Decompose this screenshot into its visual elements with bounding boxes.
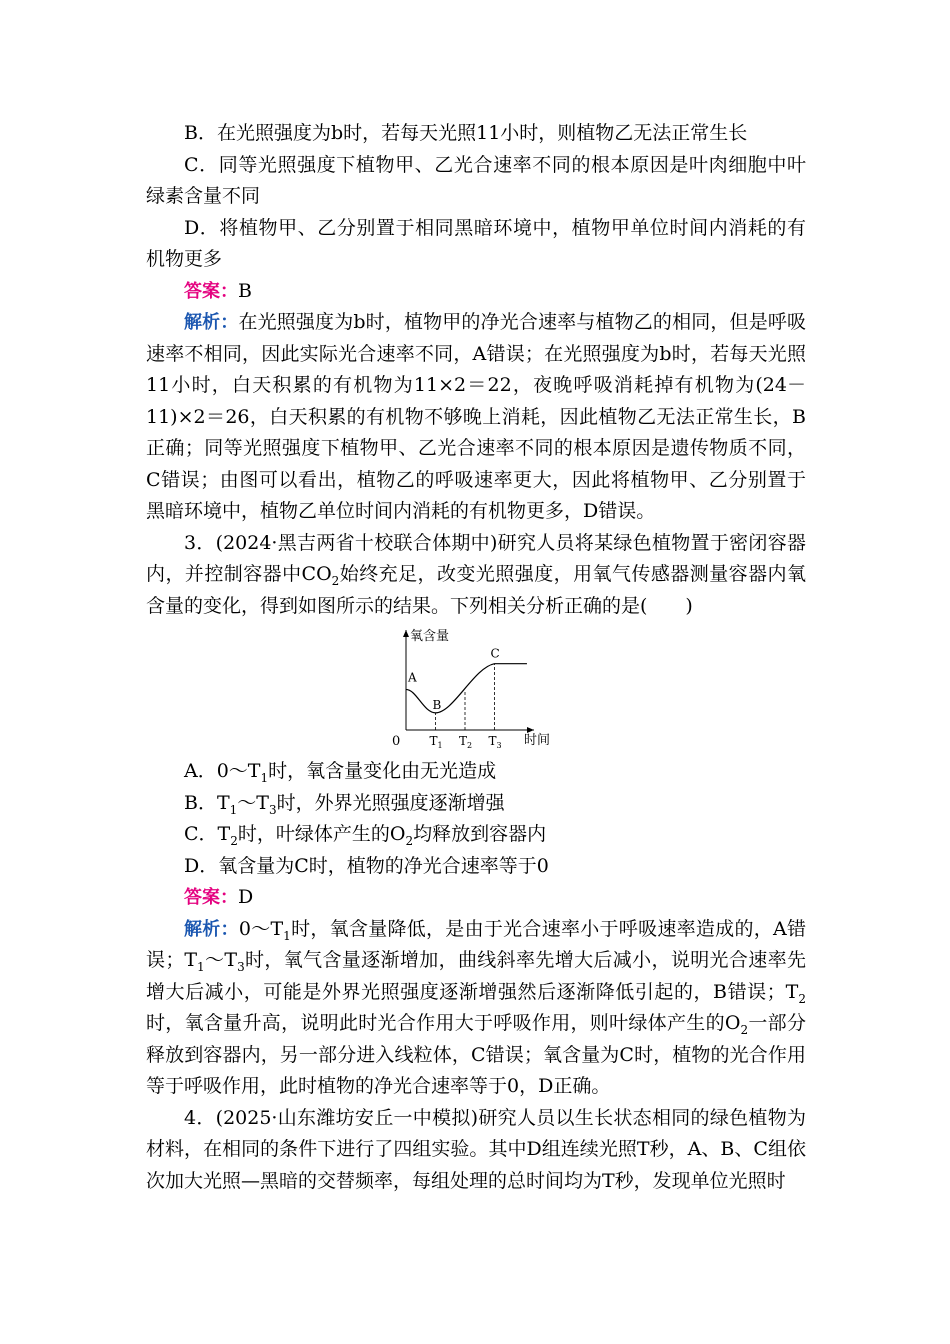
subscript: 2 (405, 833, 414, 848)
x-tick-subscript-2: 2 (467, 741, 473, 750)
x-tick-label-1: T (429, 734, 438, 748)
answer-value: D (238, 886, 254, 908)
text: 均释放到容器内 (413, 823, 547, 845)
text: 时，氧含量变化由无光造成 (268, 760, 497, 782)
subscript: 2 (740, 1022, 749, 1037)
document-body (146, 118, 806, 1197)
text: 时，外界光照强度逐渐增强 (276, 791, 505, 814)
x-axis-label: 时间 (524, 733, 551, 748)
q3-option-a (146, 756, 806, 788)
answer-label: 答案： (184, 280, 238, 302)
text: 时，氧含量降低，是由于光合速率小于呼吸速率造成的，A错误；T (146, 917, 807, 971)
text: ～T (237, 791, 269, 814)
q2-analysis (146, 307, 806, 528)
q3-analysis (146, 914, 806, 1103)
subscript: 3 (237, 959, 245, 974)
answer-value: B (238, 279, 252, 302)
q3-stem-part: 始终充足，改变光照强度，用氧气传感器测量容器内氧含量的变化，得到如图所示的结果。下列相关分析正确的是( ) (146, 563, 806, 617)
text: 时，叶绿体产生的O (237, 823, 406, 845)
subscript: 2 (798, 991, 806, 1006)
point-label-a: A (408, 670, 417, 685)
text: 0～T (238, 917, 284, 940)
q3-stem (146, 528, 806, 623)
analysis-label: 解析： (184, 312, 239, 333)
q2-option-b: B．在光照强度为b时，若每天光照11小时，则植物乙无法正常生长 (184, 122, 748, 144)
q3-answer (146, 882, 806, 914)
origin-label: 0 (392, 734, 401, 749)
q3-option-b (146, 788, 806, 820)
q4-stem: 4．(2025·山东潍坊安丘一中模拟)研究人员以生长状态相同的绿色植物为材料，在相同的条件下进行了四组实验。其中D组连续光照T秒，A、B、C组依次加大光照—黑暗的交替频率，每组处理的总时间均为T秒，发现单位光照时 (146, 1106, 806, 1192)
text: 时，氧气含量逐渐增加，曲线斜率先增大后减小，说明光合速率先增大后减小，可能是外界光照强度逐渐增强然后逐渐降低引起的，B错误；T (146, 949, 806, 1003)
point-label-c: C (490, 646, 500, 661)
subscript: 1 (197, 959, 205, 974)
subscript: 3 (268, 802, 277, 817)
q2-option-c: C．同等光照强度下植物甲、乙光合速率不同的根本原因是叶肉细胞中叶绿素含量不同 (146, 153, 806, 207)
y-axis-arrow (403, 630, 409, 637)
subscript: 1 (260, 770, 269, 785)
q3-option-c (146, 819, 806, 851)
subscript: 2 (230, 833, 238, 848)
x-tick-label-3: T (488, 734, 497, 748)
text: B．T (184, 791, 230, 814)
subscript: 1 (283, 928, 291, 943)
x-tick-subscript-3: 3 (496, 741, 502, 750)
text: C．T (184, 823, 231, 845)
answer-label: 答案： (184, 887, 238, 908)
text: 时，氧含量升高，说明此时光合作用大于呼吸作用，则叶绿体产生的O (146, 1012, 741, 1034)
text: 一部分释放到容器内，另一部分进入线粒体，C错误；氧含量为C时，植物的光合作用等于呼吸作用，此时植物的净光合速率等于0，D正确。 (146, 1012, 806, 1097)
x-tick-label-2: T (459, 734, 468, 748)
x-tick-subscript-1: 1 (437, 741, 443, 750)
subscript: 1 (229, 802, 238, 817)
q2-answer (146, 276, 806, 308)
point-label-b: B (432, 697, 442, 712)
q2-option-d: D．将植物甲、乙分别置于相同黑暗环境中，植物甲单位时间内消耗的有机物更多 (146, 216, 806, 270)
subscript: 2 (331, 573, 340, 588)
analysis-label: 解析： (184, 918, 239, 940)
oxygen-curve (406, 664, 527, 713)
text: ～T (204, 949, 238, 971)
q3-option-d: D．氧含量为C时，植物的净光合速率等于0 (184, 854, 549, 877)
oxygen-chart (146, 624, 806, 752)
analysis-text: 在光照强度为b时，植物甲的净光合速率与植物乙的相同，但是呼吸速率不相同，因此实际光合速率不同，A错误；在光照强度为b时，若每天光照11小时，白天积累的有机物为11×2＝22，夜晚呼吸消耗掉有机物为(24－11)×2＝26，白天积累的有机物不够晚上消耗，因此植物乙无法正常生长，B正确；同等光照强度下植物甲、乙光合速率不同的根本原因是遗传物质不同，C错误；由图可以看出，植物乙的呼吸速率更大，因此将植物甲、乙分别置于黑暗环境中，植物乙单位时间内消耗的有机物更多，D错误。 (146, 311, 806, 522)
y-axis-label: 氧含量 (410, 629, 450, 644)
q3-stem-part: 3．(2024·黑吉两省十校联合体期中)研究人员将某绿色植物置于密闭容器内，并控制容器中CO (146, 531, 806, 585)
chart-svg (386, 624, 566, 752)
text: A．0～T (184, 760, 261, 782)
